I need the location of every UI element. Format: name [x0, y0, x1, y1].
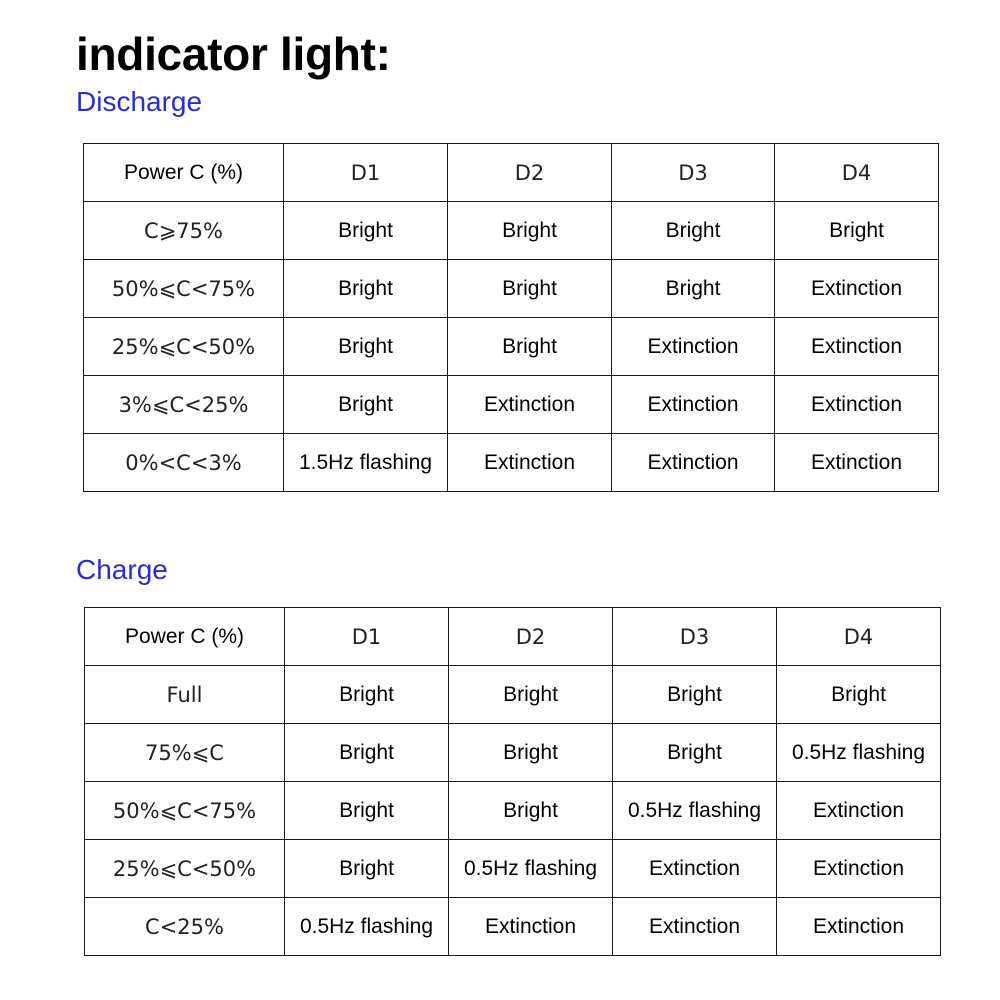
d1-state-cell: Bright [284, 376, 448, 434]
d4-state-cell: 0.5Hz flashing [777, 724, 941, 782]
d1-state-cell: 1.5Hz flashing [284, 434, 448, 492]
column-header-power: Power C (%) [85, 608, 285, 666]
discharge-table [83, 143, 939, 492]
d3-state-cell: Bright [612, 202, 775, 260]
table-row [85, 782, 941, 840]
d2-state-cell: Extinction [449, 898, 613, 956]
d3-state-cell: Extinction [612, 376, 775, 434]
power-range-label: 25%⩽C<50% [84, 318, 284, 376]
charge-table [84, 607, 941, 956]
power-range-label: C<25% [85, 898, 285, 956]
table-row [85, 898, 941, 956]
d4-state-cell: Bright [777, 666, 941, 724]
d4-state-cell: Bright [775, 202, 939, 260]
d4-state-cell: Extinction [777, 782, 941, 840]
d4-state-cell: Extinction [775, 318, 939, 376]
power-range-label: 25%⩽C<50% [85, 840, 285, 898]
table-row [85, 724, 941, 782]
column-header-d4: D4 [777, 608, 941, 666]
d3-state-cell: Bright [612, 260, 775, 318]
d1-state-cell: Bright [285, 666, 449, 724]
d1-state-cell: Bright [284, 318, 448, 376]
power-range-label: 75%⩽C [85, 724, 285, 782]
d1-state-cell: Bright [285, 724, 449, 782]
discharge-heading: Discharge [76, 86, 203, 117]
d4-state-cell: Extinction [775, 376, 939, 434]
table-header-row [84, 144, 939, 202]
d4-state-cell: Extinction [777, 898, 941, 956]
d4-state-cell: Extinction [775, 434, 939, 492]
d4-state-cell: Extinction [777, 840, 941, 898]
power-range-label: 50%⩽C<75% [85, 782, 285, 840]
d1-state-cell: Bright [284, 202, 448, 260]
d1-state-cell: Bright [284, 260, 448, 318]
table-row [84, 202, 939, 260]
table-row [84, 260, 939, 318]
d2-state-cell: Bright [449, 724, 613, 782]
d2-state-cell: Bright [449, 782, 613, 840]
power-range-label: C⩾75% [84, 202, 284, 260]
power-range-label: 0%<C<3% [84, 434, 284, 492]
charge-heading: Charge [76, 554, 168, 585]
column-header-d2: D2 [448, 144, 612, 202]
d2-state-cell: Bright [448, 260, 612, 318]
d3-state-cell: Extinction [613, 840, 777, 898]
power-range-label: 50%⩽C<75% [84, 260, 284, 318]
d2-state-cell: Bright [448, 318, 612, 376]
d1-state-cell: Bright [285, 782, 449, 840]
column-header-d3: D3 [613, 608, 777, 666]
power-range-label: 3%⩽C<25% [84, 376, 284, 434]
d3-state-cell: Bright [613, 666, 777, 724]
table-row [84, 376, 939, 434]
column-header-d2: D2 [449, 608, 613, 666]
d2-state-cell: 0.5Hz flashing [449, 840, 613, 898]
table-header-row [85, 608, 941, 666]
table-row [84, 434, 939, 492]
table-row [84, 318, 939, 376]
table-row [85, 840, 941, 898]
column-header-d4: D4 [775, 144, 939, 202]
d2-state-cell: Bright [448, 202, 612, 260]
d3-state-cell: 0.5Hz flashing [613, 782, 777, 840]
d1-state-cell: Bright [285, 840, 449, 898]
d3-state-cell: Extinction [613, 898, 777, 956]
d4-state-cell: Extinction [775, 260, 939, 318]
d2-state-cell: Bright [449, 666, 613, 724]
column-header-d1: D1 [284, 144, 448, 202]
d2-state-cell: Extinction [448, 434, 612, 492]
d2-state-cell: Extinction [448, 376, 612, 434]
column-header-d3: D3 [612, 144, 775, 202]
d3-state-cell: Extinction [612, 434, 775, 492]
d3-state-cell: Bright [613, 724, 777, 782]
page-title: indicator light: [76, 28, 391, 80]
column-header-d1: D1 [285, 608, 449, 666]
table-row [85, 666, 941, 724]
column-header-power: Power C (%) [84, 144, 284, 202]
d3-state-cell: Extinction [612, 318, 775, 376]
power-range-label: Full [85, 666, 285, 724]
d1-state-cell: 0.5Hz flashing [285, 898, 449, 956]
